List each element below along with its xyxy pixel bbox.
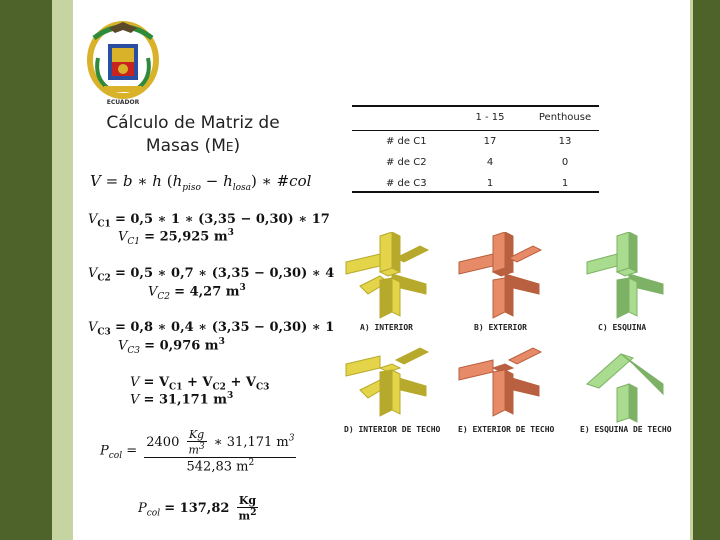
vc2-equation: $V_{C2} = 0,5$ ∗ 0,7 ∗ (3,35 − 0,30) ∗ 4 (88, 266, 335, 284)
table-cell: 0 (561, 157, 569, 168)
v-total-equation: V = 31,171 $m^3$ (130, 391, 234, 408)
university-seal-logo (84, 18, 162, 108)
title-line2-suffix: ) (233, 136, 241, 156)
node-caption: C) ESQUINA (598, 323, 647, 332)
node-caption: A) INTERIOR (360, 323, 413, 332)
node-caption: E) EXTERIOR DE TECHO (458, 425, 555, 434)
table-cell: 17 (483, 136, 497, 147)
pcol-fraction: 2400 $\frac{Kg}{m^3}$ ∗ 31,171 $m^3$ 542,83 $m^2$ (146, 428, 295, 474)
table-cell: 13 (558, 136, 572, 147)
vc1-equation: $V_{C1} = 0,5$ ∗ 1 ∗ (3,35 − 0,30) ∗ 17 (88, 212, 330, 230)
table-cell: 1 (561, 178, 569, 189)
node-caption: E) ESQUINA DE TECHO (580, 425, 672, 434)
node-roof-exterior (453, 344, 545, 428)
title-line1: Cálculo de Matriz de (106, 113, 280, 133)
table-row-label: # de C3 (386, 178, 427, 189)
vc2-result: $V_{C2} = 4,27$ $m^3$ (148, 283, 246, 302)
node-interior (340, 232, 432, 326)
table-header-floors: 1 - 15 (475, 112, 505, 123)
column-count-table (352, 105, 599, 195)
table-row-label: # de C2 (386, 157, 427, 168)
node-caption: D) INTERIOR DE TECHO (344, 425, 441, 434)
table-cell: 1 (486, 178, 494, 189)
table-row-label: # de C1 (386, 136, 427, 147)
volume-formula: V = b ∗ h $(h_{piso} - h_{losa})$ ∗ #col (90, 172, 312, 193)
pcol-result: $P_{col} = 137,82$ $\frac{Kg}{m^2}$ (138, 494, 257, 523)
node-corner (577, 232, 669, 326)
node-caption: B) EXTERIOR (474, 323, 527, 332)
table-cell: 4 (486, 157, 494, 168)
pcol-formula: $P_{col}$ = 2400 $\frac{Kg}{m^3}$ ∗ 31,171 $m^3$ 542,83 $m^2$ (100, 428, 295, 474)
node-roof-corner (577, 344, 669, 428)
left-light-band (52, 0, 73, 540)
node-roof-interior (340, 344, 432, 428)
vc1-result: $V_{C1} = 25,925$ $m^3$ (118, 228, 234, 247)
node-exterior (453, 232, 545, 326)
vc3-equation: $V_{C3} = 0,8$ ∗ 0,4 ∗ (3,35 − 0,30) ∗ 1 (88, 320, 335, 338)
left-dark-band (0, 0, 52, 540)
vc3-result: $V_{C3} = 0,976$ $m^3$ (118, 337, 225, 356)
right-dark-band (693, 0, 720, 540)
title-line2-prefix: Masas ( (145, 136, 212, 156)
v-sum-equation: $V = V_{C1} + V_{C2} + V_{C3}$ (130, 375, 270, 393)
title-line2-me: Me (211, 136, 234, 156)
table-header-penthouse: Penthouse (538, 112, 592, 123)
seal-country-text: ECUADOR (106, 99, 140, 106)
slide-title (95, 112, 291, 158)
